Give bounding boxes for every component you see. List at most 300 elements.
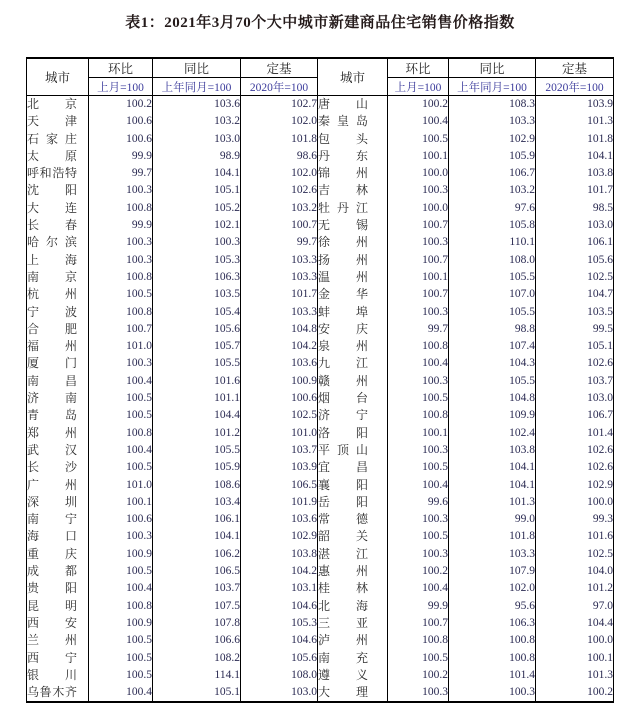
- mom-value: 100.5: [388, 131, 449, 148]
- yoy-value: 103.6: [153, 96, 241, 114]
- table-row: [27, 632, 614, 649]
- city-cell: [318, 546, 388, 563]
- yoy-value: 106.1: [153, 511, 241, 528]
- city-cell: [318, 459, 388, 476]
- base-value: 103.9: [536, 96, 614, 114]
- yoy-value: 108.6: [153, 477, 241, 494]
- city-name: 西安: [27, 615, 77, 630]
- base-value: 103.3: [241, 269, 318, 286]
- base-value: 104.6: [241, 632, 318, 649]
- base-value: 103.2: [241, 200, 318, 217]
- city-name: 济南: [27, 391, 77, 406]
- mom-value: 100.3: [89, 528, 153, 545]
- base-value: 105.3: [241, 615, 318, 632]
- city-name: 天津: [27, 114, 77, 129]
- yoy-value: 105.2: [153, 200, 241, 217]
- mom-value: 100.2: [89, 96, 153, 114]
- city-name: 温州: [318, 269, 368, 284]
- city-name: 青岛: [27, 408, 77, 423]
- yoy-value: 107.9: [449, 563, 536, 580]
- table-body: [27, 96, 614, 703]
- city-cell: [27, 113, 89, 130]
- city-name: 唐山: [318, 97, 368, 111]
- city-cell: [27, 580, 89, 597]
- base-header-right: 定基: [536, 58, 614, 78]
- table-row: [27, 355, 614, 372]
- city-cell: [27, 425, 89, 442]
- yoy-value: 109.9: [449, 407, 536, 424]
- yoy-value: 105.1: [153, 182, 241, 199]
- base-value: 100.9: [241, 373, 318, 390]
- mom-value: 100.8: [89, 304, 153, 321]
- city-name: 南宁: [27, 512, 77, 527]
- yoy-value: 104.1: [449, 459, 536, 476]
- city-cell: [27, 252, 89, 269]
- base-value: 101.8: [241, 131, 318, 148]
- city-name: 扬州: [318, 252, 368, 267]
- mom-value: 100.8: [388, 407, 449, 424]
- base-value: 101.0: [241, 425, 318, 442]
- city-name: 宜昌: [318, 460, 368, 475]
- mom-value: 99.9: [388, 598, 449, 615]
- city-name: 大连: [27, 200, 77, 215]
- city-name: 乌鲁木齐: [27, 685, 77, 700]
- city-name: 大理: [318, 685, 368, 700]
- city-name: 九江: [318, 356, 368, 371]
- city-cell: [27, 684, 89, 702]
- base-value: 103.9: [241, 459, 318, 476]
- base-value: 102.9: [536, 477, 614, 494]
- city-cell: [318, 494, 388, 511]
- table-row: [27, 563, 614, 580]
- city-name: 海口: [27, 529, 77, 544]
- city-name: 郑州: [27, 425, 77, 440]
- mom-value: 100.3: [388, 684, 449, 702]
- base-value: 100.1: [536, 650, 614, 667]
- base-value: 101.4: [536, 425, 614, 442]
- mom-value: 100.8: [89, 598, 153, 615]
- mom-value: 100.8: [89, 200, 153, 217]
- city-cell: [27, 528, 89, 545]
- city-name: 长沙: [27, 460, 77, 475]
- city-cell: [318, 338, 388, 355]
- city-cell: [318, 632, 388, 649]
- city-name: 吉林: [318, 183, 368, 198]
- mom-value: 100.6: [89, 131, 153, 148]
- base-value: 105.6: [241, 650, 318, 667]
- city-header-left: 城市: [27, 58, 89, 96]
- yoy-header-left: 同比: [153, 58, 241, 78]
- yoy-value: 104.1: [153, 528, 241, 545]
- mom-value: 100.3: [89, 355, 153, 372]
- mom-value: 100.2: [388, 96, 449, 114]
- base-value: 103.8: [536, 165, 614, 182]
- mom-value: 100.4: [388, 477, 449, 494]
- mom-value: 100.4: [388, 580, 449, 597]
- city-name: 惠州: [318, 564, 368, 579]
- table-row: [27, 182, 614, 199]
- base-value: 103.0: [241, 684, 318, 702]
- mom-value: 100.8: [388, 632, 449, 649]
- table-row: [27, 113, 614, 130]
- base-value: 100.0: [536, 632, 614, 649]
- table-row: [27, 684, 614, 702]
- mom-value: 100.7: [388, 252, 449, 269]
- base-value: 101.2: [536, 580, 614, 597]
- mom-value: 100.0: [388, 200, 449, 217]
- yoy-value: 102.9: [449, 131, 536, 148]
- base-value: 102.6: [241, 182, 318, 199]
- city-cell: [27, 217, 89, 234]
- yoy-value: 105.5: [449, 304, 536, 321]
- yoy-value: 103.3: [449, 113, 536, 130]
- city-name: 锦州: [318, 166, 368, 181]
- mom-value: 99.7: [89, 165, 153, 182]
- table-row: [27, 390, 614, 407]
- base-value: 102.0: [241, 165, 318, 182]
- table-row: [27, 477, 614, 494]
- city-cell: [318, 217, 388, 234]
- table-row: [27, 252, 614, 269]
- city-name: 北海: [318, 598, 368, 613]
- city-cell: [27, 494, 89, 511]
- city-name: 泉州: [318, 339, 368, 354]
- mom-header-right: 环比: [388, 58, 449, 78]
- table-row: [27, 200, 614, 217]
- mom-value: 100.6: [89, 511, 153, 528]
- yoy-value: 107.0: [449, 286, 536, 303]
- city-name: 北京: [27, 97, 77, 111]
- base-value: 104.7: [536, 286, 614, 303]
- city-cell: [27, 615, 89, 632]
- yoy-header-right: 同比: [449, 58, 536, 78]
- yoy-value: 100.8: [449, 650, 536, 667]
- city-cell: [27, 355, 89, 372]
- city-cell: [318, 563, 388, 580]
- yoy-value: 105.9: [449, 148, 536, 165]
- table-row: [27, 96, 614, 114]
- city-name: 赣州: [318, 373, 368, 388]
- mom-value: 100.8: [89, 269, 153, 286]
- city-name: 蚌埠: [318, 304, 368, 319]
- city-name: 长春: [27, 218, 77, 233]
- city-name: 合肥: [27, 321, 77, 336]
- base-value: 103.7: [241, 442, 318, 459]
- yoy-value: 102.4: [449, 425, 536, 442]
- mom-value: 100.3: [388, 304, 449, 321]
- mom-value: 100.5: [89, 632, 153, 649]
- city-cell: [27, 338, 89, 355]
- base-value: 102.9: [241, 528, 318, 545]
- table-row: [27, 407, 614, 424]
- table-row: [27, 373, 614, 390]
- mom-value: 100.8: [89, 425, 153, 442]
- mom-value: 100.5: [89, 650, 153, 667]
- yoy-value: 101.2: [153, 425, 241, 442]
- base-value: 100.0: [536, 494, 614, 511]
- base-value: 104.0: [536, 563, 614, 580]
- city-cell: [27, 234, 89, 251]
- base-value: 100.2: [536, 684, 614, 702]
- base-value: 103.8: [241, 546, 318, 563]
- city-name: 金华: [318, 287, 368, 302]
- mom-value: 100.7: [388, 217, 449, 234]
- city-cell: [27, 667, 89, 684]
- mom-value: 99.6: [388, 494, 449, 511]
- city-name: 三亚: [318, 615, 368, 630]
- mom-value: 100.2: [388, 563, 449, 580]
- base-value: 98.5: [536, 200, 614, 217]
- base-value: 103.5: [536, 304, 614, 321]
- city-name: 石家庄: [27, 131, 77, 146]
- city-name: 银川: [27, 667, 77, 682]
- base-value: 106.7: [536, 407, 614, 424]
- base-value: 100.7: [241, 217, 318, 234]
- city-cell: [318, 667, 388, 684]
- yoy-value: 103.2: [449, 182, 536, 199]
- base-value: 102.5: [536, 269, 614, 286]
- table-row: [27, 321, 614, 338]
- city-cell: [318, 304, 388, 321]
- base-value: 106.5: [241, 477, 318, 494]
- yoy-value: 97.6: [449, 200, 536, 217]
- yoy-value: 102.0: [449, 580, 536, 597]
- mom-value: 100.5: [89, 407, 153, 424]
- table-row: [27, 494, 614, 511]
- mom-value: 100.3: [388, 546, 449, 563]
- base-value: 103.7: [536, 373, 614, 390]
- city-cell: [27, 511, 89, 528]
- yoy-value: 103.4: [153, 494, 241, 511]
- table-row: [27, 615, 614, 632]
- yoy-value: 103.3: [449, 546, 536, 563]
- yoy-value: 105.5: [153, 355, 241, 372]
- base-value: 101.3: [536, 113, 614, 130]
- table-row: [27, 131, 614, 148]
- base-subheader-left: 2020年=100: [241, 78, 318, 96]
- table-row: [27, 148, 614, 165]
- mom-value: 100.5: [89, 390, 153, 407]
- base-value: 98.6: [241, 148, 318, 165]
- mom-value: 100.5: [89, 459, 153, 476]
- mom-value: 100.3: [388, 511, 449, 528]
- city-cell: [27, 148, 89, 165]
- city-cell: [27, 477, 89, 494]
- yoy-value: 101.1: [153, 390, 241, 407]
- city-cell: [27, 96, 89, 114]
- city-cell: [318, 269, 388, 286]
- yoy-value: 108.2: [153, 650, 241, 667]
- mom-value: 99.9: [89, 217, 153, 234]
- city-cell: [27, 321, 89, 338]
- yoy-value: 105.9: [153, 459, 241, 476]
- city-name: 武汉: [27, 442, 77, 457]
- table-header: [27, 58, 614, 96]
- base-value: 103.0: [536, 390, 614, 407]
- yoy-value: 105.4: [153, 304, 241, 321]
- yoy-value: 104.1: [153, 165, 241, 182]
- mom-value: 100.3: [89, 182, 153, 199]
- city-cell: [318, 511, 388, 528]
- city-cell: [318, 373, 388, 390]
- city-cell: [318, 148, 388, 165]
- table-row: [27, 304, 614, 321]
- city-cell: [318, 650, 388, 667]
- yoy-subheader-left: 上年同月=100: [153, 78, 241, 96]
- yoy-value: 110.1: [449, 234, 536, 251]
- base-value: 102.6: [536, 355, 614, 372]
- mom-value: 100.5: [388, 650, 449, 667]
- base-value: 104.2: [241, 338, 318, 355]
- city-cell: [318, 425, 388, 442]
- city-name: 重庆: [27, 546, 77, 561]
- table-title: 表1：2021年3月70个大中城市新建商品住宅销售价格指数: [125, 15, 515, 31]
- yoy-value: 100.3: [153, 234, 241, 251]
- yoy-value: 98.9: [153, 148, 241, 165]
- city-name: 南充: [318, 650, 368, 665]
- city-name: 南京: [27, 269, 77, 284]
- mom-value: 100.1: [89, 494, 153, 511]
- yoy-value: 105.1: [153, 684, 241, 702]
- yoy-value: 98.8: [449, 321, 536, 338]
- yoy-value: 103.0: [153, 131, 241, 148]
- city-name: 广州: [27, 477, 77, 492]
- mom-value: 101.0: [89, 477, 153, 494]
- yoy-value: 105.3: [153, 252, 241, 269]
- table-row: [27, 667, 614, 684]
- mom-value: 100.5: [388, 528, 449, 545]
- mom-subheader-left: 上月=100: [89, 78, 153, 96]
- base-value: 101.6: [536, 528, 614, 545]
- yoy-value: 107.8: [153, 615, 241, 632]
- city-cell: [27, 598, 89, 615]
- yoy-value: 101.4: [449, 667, 536, 684]
- city-cell: [27, 373, 89, 390]
- yoy-value: 108.3: [449, 96, 536, 114]
- city-name: 泸州: [318, 633, 368, 648]
- mom-value: 100.5: [89, 563, 153, 580]
- yoy-value: 108.0: [449, 252, 536, 269]
- yoy-value: 100.3: [449, 684, 536, 702]
- city-name: 太原: [27, 148, 77, 163]
- yoy-value: 95.6: [449, 598, 536, 615]
- base-value: 102.6: [536, 442, 614, 459]
- mom-value: 100.3: [89, 252, 153, 269]
- mom-value: 99.9: [89, 148, 153, 165]
- city-name: 哈尔滨: [27, 235, 77, 250]
- base-value: 103.0: [536, 217, 614, 234]
- yoy-value: 104.1: [449, 477, 536, 494]
- yoy-value: 106.3: [153, 269, 241, 286]
- base-value: 104.1: [536, 148, 614, 165]
- city-name: 徐州: [318, 235, 368, 250]
- yoy-value: 104.8: [449, 390, 536, 407]
- mom-value: 100.9: [89, 615, 153, 632]
- mom-value: 100.1: [388, 269, 449, 286]
- city-cell: [27, 459, 89, 476]
- city-name: 深圳: [27, 494, 77, 509]
- base-value: 101.3: [536, 667, 614, 684]
- city-name: 无锡: [318, 218, 368, 233]
- base-value: 103.6: [241, 355, 318, 372]
- base-header-left: 定基: [241, 58, 318, 78]
- city-cell: [318, 165, 388, 182]
- base-value: 99.7: [241, 234, 318, 251]
- city-cell: [318, 355, 388, 372]
- base-subheader-right: 2020年=100: [536, 78, 614, 96]
- base-value: 99.3: [536, 511, 614, 528]
- table-row: [27, 217, 614, 234]
- city-cell: [27, 563, 89, 580]
- mom-value: 100.6: [89, 113, 153, 130]
- city-name: 烟台: [318, 391, 368, 406]
- mom-value: 100.5: [388, 459, 449, 476]
- table-row: [27, 425, 614, 442]
- yoy-value: 100.8: [449, 632, 536, 649]
- yoy-value: 103.5: [153, 286, 241, 303]
- price-index-table: [26, 57, 614, 703]
- city-cell: [27, 632, 89, 649]
- city-name: 常德: [318, 512, 368, 527]
- city-cell: [27, 182, 89, 199]
- city-name: 厦门: [27, 356, 77, 371]
- mom-value: 100.3: [388, 234, 449, 251]
- yoy-value: 101.3: [449, 494, 536, 511]
- city-cell: [27, 165, 89, 182]
- city-cell: [27, 407, 89, 424]
- city-name: 南昌: [27, 373, 77, 388]
- city-name: 贵阳: [27, 581, 77, 596]
- base-value: 101.7: [241, 286, 318, 303]
- table-row: [27, 286, 614, 303]
- base-value: 104.4: [536, 615, 614, 632]
- base-value: 97.0: [536, 598, 614, 615]
- city-cell: [318, 407, 388, 424]
- mom-value: 100.8: [388, 338, 449, 355]
- city-cell: [318, 442, 388, 459]
- yoy-value: 105.7: [153, 338, 241, 355]
- base-value: 103.3: [241, 304, 318, 321]
- city-name: 平顶山: [318, 442, 368, 457]
- mom-value: 100.1: [388, 425, 449, 442]
- city-cell: [318, 200, 388, 217]
- yoy-value: 105.5: [153, 442, 241, 459]
- yoy-value: 105.8: [449, 217, 536, 234]
- yoy-value: 105.6: [153, 321, 241, 338]
- base-value: 108.0: [241, 667, 318, 684]
- city-cell: [318, 131, 388, 148]
- base-value: 100.6: [241, 390, 318, 407]
- city-cell: [318, 615, 388, 632]
- mom-value: 100.2: [388, 667, 449, 684]
- mom-value: 100.5: [89, 667, 153, 684]
- base-value: 103.1: [241, 580, 318, 597]
- mom-value: 100.7: [388, 286, 449, 303]
- base-value: 102.0: [241, 113, 318, 130]
- yoy-value: 102.1: [153, 217, 241, 234]
- mom-value: 100.4: [388, 355, 449, 372]
- city-cell: [27, 269, 89, 286]
- table-row: [27, 511, 614, 528]
- table-row: [27, 165, 614, 182]
- yoy-value: 99.0: [449, 511, 536, 528]
- city-cell: [318, 528, 388, 545]
- base-value: 105.6: [536, 252, 614, 269]
- city-cell: [27, 304, 89, 321]
- yoy-value: 105.5: [449, 269, 536, 286]
- mom-value: 100.3: [388, 182, 449, 199]
- mom-value: 100.9: [89, 546, 153, 563]
